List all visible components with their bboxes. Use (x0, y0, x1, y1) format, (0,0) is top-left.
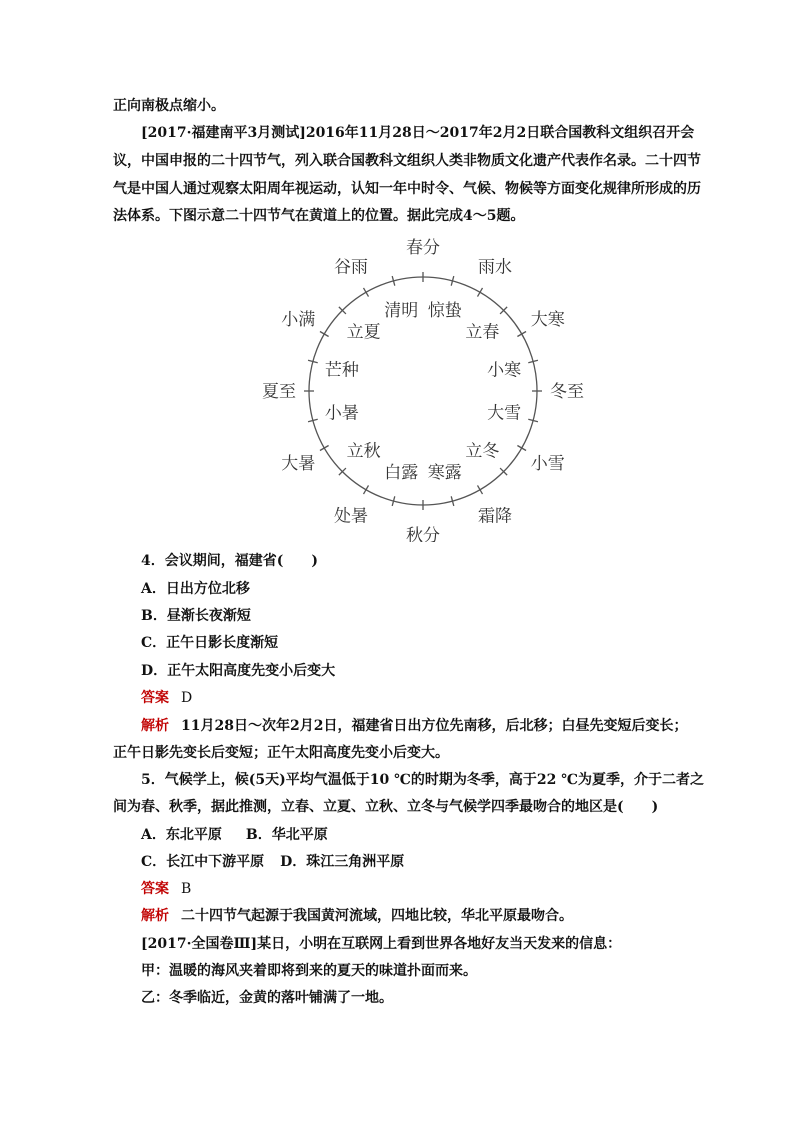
tick-mark (364, 485, 369, 494)
q4-option-d: D．正午太阳高度先变小后变大 (141, 663, 336, 679)
inner-term-label: 芒种 (324, 360, 359, 381)
passage1-line4: 法体系。下图示意二十四节气在黄道上的位置。据此完成4～5题。 (113, 208, 525, 224)
outer-term-label: 冬至 (550, 382, 584, 402)
q5-stem-line1: 5．气候学上，候(5天)平均气温低于10 ℃的时期为冬季，高于22 ℃为夏季，介于二者之 (141, 772, 704, 788)
q4-option-c: C．正午日影长度渐短 (141, 635, 279, 651)
q5-option-c: C．长江中下游平原 (141, 854, 265, 870)
outer-term-label: 雨水 (478, 257, 512, 278)
outer-term-label: 霜降 (478, 506, 512, 527)
outer-term-label: 大寒 (530, 310, 565, 330)
q4-analysis-line1 (141, 716, 687, 736)
tick-mark (364, 288, 369, 297)
q5-stem-line2: 间为春、秋季，据此推测，立春、立夏、立秋、立冬与气候学四季最吻合的地区是( ) (113, 799, 659, 815)
answer-label: 答案 (141, 881, 169, 897)
q4-option-a: A．日出方位北移 (141, 581, 250, 597)
inner-term-label: 立夏 (346, 322, 381, 343)
tick-marks (304, 272, 542, 510)
q4-answer (141, 688, 192, 708)
analysis-label: 解析 (141, 908, 169, 924)
inner-term-label: 立春 (465, 322, 500, 343)
answer-label: 答案 (141, 690, 169, 706)
q5-option-a: A．东北平原 (141, 827, 222, 843)
intro-line: 正向南极点缩小。 (113, 98, 225, 114)
passage1-line2: 议，中国申报的二十四节气，列入联合国教科文组织人类非物质文化遗产代表作名录。二十四节 (113, 153, 701, 169)
outer-term-label: 春分 (406, 238, 440, 258)
tick-mark (320, 446, 329, 451)
inner-term-label: 立秋 (346, 441, 381, 462)
outer-term-label: 处暑 (334, 506, 368, 527)
answer-value: B (181, 881, 192, 897)
q5-option-d: D．珠江三角洲平原 (280, 854, 405, 870)
q5-answer (141, 879, 191, 899)
inner-term-label: 立冬 (465, 441, 500, 462)
tick-mark (517, 332, 526, 337)
q5-options-row1 (141, 825, 328, 845)
analysis-text: 二十四节气起源于我国黄河流域，四地比较，华北平原最吻合。 (181, 908, 573, 924)
inner-term-label: 小暑 (324, 403, 359, 424)
tick-mark (478, 288, 483, 297)
passage2-line3: 乙：冬季临近，金黄的落叶铺满了一地。 (141, 990, 393, 1006)
outer-term-label: 夏至 (262, 382, 296, 402)
tick-mark (320, 332, 329, 337)
inner-term-label: 小寒 (487, 360, 522, 381)
analysis-text: 11月28日～次年2月2日，福建省日出方位先南移，后北移；白昼先变短后变长； (181, 718, 688, 734)
passage1-line1: [2017·福建南平3月测试]2016年11月28日～2017年2月2日联合国教科文组织召开会 (141, 125, 695, 141)
tick-mark (478, 485, 483, 494)
inner-term-label: 惊蛰 (427, 300, 462, 321)
q4-option-b: B．昼渐长夜渐短 (141, 608, 251, 624)
analysis-label: 解析 (141, 718, 169, 734)
q5-analysis (141, 906, 573, 926)
outer-term-label: 小满 (281, 310, 316, 330)
q4-stem: 4．会议期间，福建省( ) (141, 553, 318, 569)
inner-term-label: 清明 (384, 300, 419, 321)
inner-term-label: 白露 (384, 463, 419, 484)
q5-option-b: B．华北平原 (245, 827, 328, 843)
passage2-line1: [2017·全国卷Ⅲ]某日，小明在互联网上看到世界各地好友当天发来的信息： (141, 936, 622, 952)
q5-options-row2 (141, 852, 404, 872)
q4-analysis-line2: 正午日影先变长后变短；正午太阳高度先变小后变大。 (113, 745, 449, 761)
inner-term-label: 寒露 (427, 463, 462, 484)
tick-mark (517, 446, 526, 451)
outer-term-label: 大暑 (281, 454, 316, 474)
outer-term-label: 秋分 (406, 526, 440, 542)
inner-term-labels (325, 301, 521, 483)
outer-term-labels (262, 238, 584, 542)
outer-term-label: 小雪 (530, 454, 565, 474)
answer-value: D (181, 690, 193, 706)
passage1-line3: 气是中国人通过观察太阳周年视运动，认知一年中时令、气候、物候等方面变化规律所形成的历 (113, 181, 701, 197)
solar-terms-ecliptic-diagram (249, 236, 595, 542)
inner-term-label: 大雪 (487, 403, 522, 424)
outer-term-label: 谷雨 (334, 257, 368, 278)
passage2-line2: 甲：温暖的海风夹着即将到来的夏天的味道扑面而来。 (141, 963, 477, 979)
